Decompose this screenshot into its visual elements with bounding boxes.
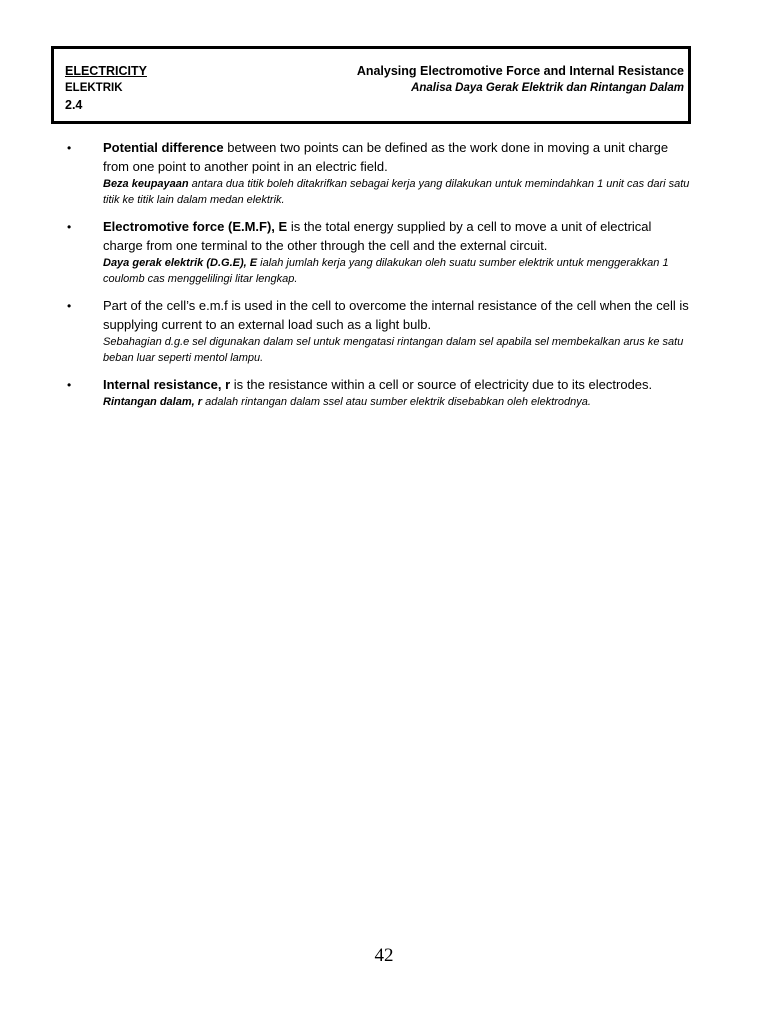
bullet-text-ms (103, 176, 692, 208)
term-ms: Beza keupayaan (103, 178, 189, 190)
bullet-icon: • (67, 141, 72, 155)
definition-ms: adalah rintangan dalam ssel atau sumber elektrik disebabkan oleh elektrodnya. (202, 396, 591, 408)
term-en: Internal resistance, r (103, 377, 231, 392)
bullet-icon: • (67, 220, 72, 234)
term-en: Potential difference (103, 140, 224, 155)
section-title-en: Analysing Electromotive Force and Internal Resistance (356, 64, 684, 78)
bullet-list (62, 138, 692, 419)
definition-en: is the resistance within a cell or source of electricity due to its electrodes. (230, 377, 653, 392)
bullet-text-en (103, 138, 692, 176)
subject-title-ms: ELEKTRIK (65, 82, 123, 94)
bullet-item-potential-difference (62, 138, 692, 208)
definition-en: Part of the cell’s e.m.f is used in the cell to overcome the internal resistance of the cell when the cell is supplying current to an external load such as a light bulb. (103, 298, 689, 332)
definition-en: between two points can be defined as the work done in moving a unit charge from one point to another point in an electric field. (103, 140, 669, 174)
header-left (65, 63, 147, 114)
header-box (51, 46, 691, 124)
bullet-icon: • (67, 378, 72, 392)
definition-ms: antara dua titik boleh ditakrifkan sebagai kerja yang dilakukan untuk memindahkan 1 unit cas dari satu titik ke titik lain dalam medan elektrik. (103, 178, 690, 206)
bullet-text-ms (103, 334, 692, 366)
section-title-ms: Analisa Daya Gerak Elektrik dan Rintangan Dalam (411, 82, 684, 94)
bullet-text-en (103, 217, 692, 255)
bullet-text-ms (103, 394, 692, 410)
bullet-text-ms (103, 255, 692, 287)
bullet-text-en (103, 296, 692, 334)
term-ms: Rintangan dalam, r (103, 396, 203, 408)
page-number: 42 (374, 945, 394, 966)
bullet-item-internal-resistance (62, 375, 692, 410)
definition-ms: ialah jumlah kerja yang dilakukan oleh suatu sumber elektrik untuk menggerakkan 1 coulomb cas menggelilingi litar lengkap. (103, 257, 669, 285)
header-right (357, 63, 684, 97)
bullet-icon: • (67, 299, 72, 313)
term-ms: Daya gerak elektrik (D.G.E), E (103, 257, 258, 269)
definition-en: is the total energy supplied by a cell to move a unit of electrical charge from one terminal to the other through the cell and the external circuit. (103, 219, 652, 253)
term-en: Electromotive force (E.M.F), E (103, 219, 288, 234)
chapter-number: 2.4 (65, 98, 83, 112)
bullet-item-emf (62, 217, 692, 287)
definition-ms: Sebahagian d.g.e sel digunakan dalam sel untuk mengatasi rintangan dalam sel apabila sel membekalkan arus ke satu beban luar seperti mentol lampu. (103, 336, 684, 364)
subject-title-en: ELECTRICITY (65, 64, 147, 78)
bullet-text-en (103, 375, 692, 394)
bullet-item-emf-usage (62, 296, 692, 366)
